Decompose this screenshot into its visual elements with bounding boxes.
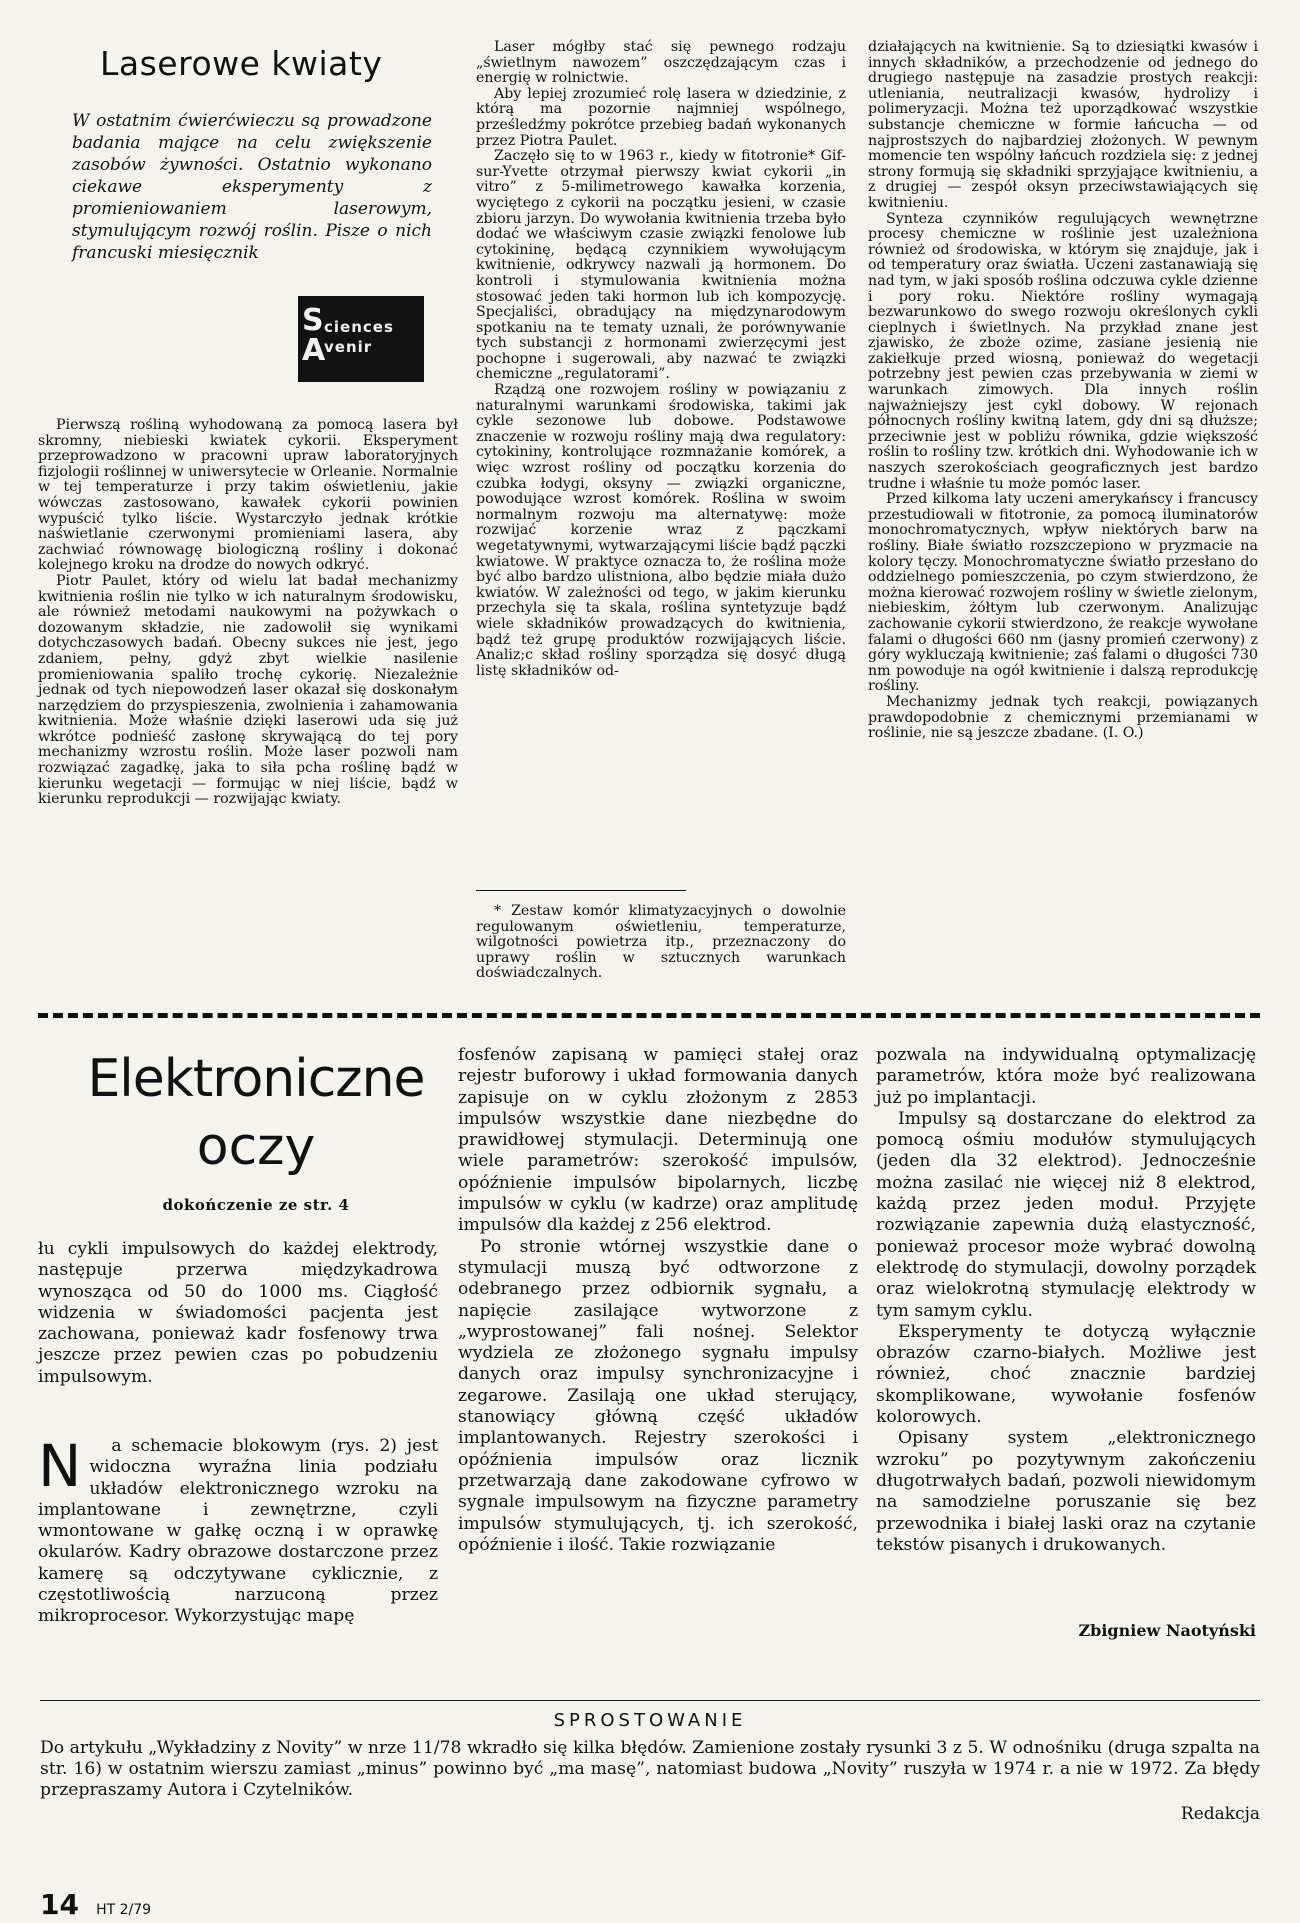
correction-title: SPROSTOWANIE [553,1710,747,1731]
sciences-avenir-logo [298,296,424,382]
article2-column-2 [458,1045,858,1556]
footnote-rule [476,890,686,891]
paragraph: łu cykli impulsowych do każdej elektrody, następuje przerwa międzykadrowa wynosząca od 50 do 1000 ms. Ciągłość widzenia w świadomości pacjenta jest zachowana, ponieważ kadr fosfenowy trwa jeszcze przez pewien czas po pobudzeniu impulsowym. [38,1239,438,1387]
article-title-line-1: Elektroniczne [87,1049,425,1109]
paragraph: Impulsy są dostarczane do elektrod za pomocą ośmiu modułów stymulujących (jeden dla 32 elektrod). Jednocześnie można zasilać nie więcej niż 8 elektrod, każdą przez jeden moduł. Przyjęte rozwiązanie zapewnia dużą elastyczność, ponieważ procesor może wybrać dowolną elektrodę do stymulacji, dowolny porządek oraz wielokrotną stymulację elektrody w tym samym cyklu. [876,1108,1256,1321]
author-signature: Zbigniew Naotyński [1078,1621,1256,1640]
paragraph: Piotr Paulet, który od wielu lat badał mechanizmy kwitnienia roślin nie tylko w ich naturalnym środowisku, ale również metodami naukowymi na pożywkach o dozowanym składzie, nie zadowolił się wynikami dotychczasowych badań. Obecny sukces nie jest, jego zdaniem, pełny, gdyż zbyt wielkie nasilenie promieniowania spaliło trochę cykorię. Niezależnie jednak od tych niepowodzeń laser okazał się doskonałym narzędziem do przyspieszenia, zwolnienia i zahamowania kwitnienia. Może właśnie dzięki laserowi uda się już wkrótce podnieść zasłonę skrywającą do tej pory mechanizmy wzrostu roślin. Może laser pozwoli nam rozwiązać zagadkę, jaka to siła pcha roślinę bądź w kierunku wegetacji — formując w niej liście, bądź w kierunku reprodukcji — rozwijając kwiaty. [38,572,458,808]
section-divider [38,1013,1260,1018]
article1-column-1 [38,418,458,808]
paragraph: pozwala na indywidualną optymalizację parametrów, która może być realizowana już po implantacji. [876,1045,1256,1108]
article1-column-3 [868,40,1258,742]
paragraph: Aby lepiej zrozumieć rolę lasera w dziedzinie, z którą ma pozornie najmniej wspólnego, prześledźmy pokrótce przebieg badań wykonanych przez Piotra Paulet. [476,85,846,149]
paragraph: Synteza czynników regulujących wewnętrzne procesy chemiczne w roślinie jest uzależniona również od środowiska, w którym się znajduje, jak i od temperatury oraz światła. Uczeni zastanawiają się nad tym, w jaki sposób roślina odczuwa cykle dzienne i pory roku. Niektóre rośliny wymagają bezwarunkowo do swego rozwoju określonych cykli cieplnych i świetlnych. Na przykład znane jest zjawisko, że zboże ozime, zasiane jesienią nie zakiełkuje przed wiosną, ponieważ do wegetacji potrzebny jest pewien czas przebywania w ziemi w warunkach zimowych. Dla innych roślin najważniejszy jest cykl dobowy. W rejonach północnych rośliny kwitną latem, gdy dni są dłuższe; przeciwnie jest w pobliżu równika, gdzie większość roślin to rośliny tzw. krótkich dni. Wyhodowanie ich w naszych szerokościach geograficznych jest bardzo trudne i właśnie tu może pomóc laser. [868,210,1258,492]
drop-cap: N [38,1432,82,1500]
article-lead: W ostatnim ćwierćwieczu są prowadzone badania mające na celu zwiększenie zasobów żywności. Ostatnio wykonano ciekawe eksperymenty z promieniowaniem laserowym, stymulującym rozwój roślin. Pisze o nich francuski miesięcznik [72,111,432,263]
paragraph: Rządzą one rozwojem rośliny w powiązaniu z naturalnymi warunkami środowiska, takimi jak cykle sezonowe lub dobowe. Podstawowe znaczenie w rozwoju rośliny mają dwa regulatory: cytokininy, kontrolujące rozmnażanie komórek, a więc wzrost rośliny od początku korzenia do czubka łodygi, oksyny — związki organiczne, powodujące wzrost komórek. Roślina w swoim normalnym rozwoju ma alternatywę: może rozwijać korzenie wraz z pączkami wegetatywnymi, wytwarzającymi liście bądź pączki kwiatowe. W praktyce oznacza to, że roślina może być albo bardzo ulistniona, albo będzie miała dużo kwiatów. W zależności od tego, w jakim kierunku przechyla się ta skala, roślina syntetyzuje bądź wiele składników prowadzących do kwitnienia, bądź też grupę produktów rozwijających liście. Analiz;c skład rośliny sporządza się dosyć długą listę składników od- [476,382,846,679]
issue-label: HT 2/79 [96,1902,152,1918]
paragraph: Opisany system „elektronicznego wzroku” po pozytywnym zakończeniu długotrwałych badań, pozwoli niewidomym na samodzielne poruszanie się bez przewodnika i białej laski oraz na czytanie tekstów pisanych i drukowanych. [876,1428,1256,1555]
logo-letter-a: A [302,333,326,368]
paragraph: Pierwszą rośliną wyhodowaną za pomocą lasera był skromny, niebieski kwiatek cykorii. Eksperyment przeprowadzono w pracowni upraw laboratoryjnych fizjologii roślinnej w uniwersytecie w Orleanie. Normalnie w tej temperaturze i przy takim oświetleniu, jakie wówczas zastosowano, kawałek cykorii powinien wypuścić tylko liście. Wystarczyło jednak krótkie naświetlanie czerwonymi promieniami lasera, aby zachwiać równowagę biologiczną rośliny i dokonać kolejnego kroku na drodze do nowych odkryć. [38,417,458,574]
paragraph: działających na kwitnienie. Są to dziesiątki kwasów i innych składników, a przechodzenie od jednego do drugiego następuje na zasadzie prostych reakcji: utleniania, neutralizacji kwasów, hydrolizy i polimeryzacji. Można też uporządkować wszystkie substancje chemiczne w formie łańcucha — od najprostszych do najbardziej złożonych. W pewnym momencie ten wspólny łańcuch rozdziela się: z jednej strony formują się składniki sprzyjające kwitnieniu, a z drugiej — zespół oksyn przeciwstawiających się kwitnieniu. [868,39,1258,211]
paragraph: a schemacie blokowym (rys. 2) jest widoczna wyraźna linia podziału układów elektronicznego wzroku na implantowane i zewnętrzne, czyli wmontowane w gałkę oczną i w oprawkę okularów. Kadry obrazowe dostarczone przez kamerę są odczytywane cyklicznie, z częstotliwością narzuconą przez mikroprocesor. Wykorzystując mapę [38,1436,438,1627]
paragraph: Eksperymenty te dotyczą wyłącznie obrazów czarno-białych. Możliwe jest również, choć znacznie bardziej skomplikowane, wywołanie fosfenów kolorowych. [876,1321,1256,1428]
logo-word-1: ciences [324,318,394,336]
paragraph: Po stronie wtórnej wszystkie dane o stymulacji muszą być odtworzone z odebranego przez odbiornik sygnału, a napięcie zasilające wytworzone z „wyprostowanej” fali nośnej. Selektor wydziela ze złożonego sygnału impulsy danych oraz impulsy synchronizacyjne i zegarowe. Zasilają one układ sterujący, stanowiący główną część układów implantowanych. Rejestry szerokości i opóźnienia impulsów oraz licznik przetwarzają dane zakodowane cyfrowo w sygnale impulsowym na fizyczne parametry impulsów stymulujących, tj. ich szerokość, opóźnienie i ilość. Takie rozwiązanie [458,1236,858,1555]
article2-column-3 [876,1045,1256,1556]
paragraph: Zaczęło się to w 1963 r., kiedy w fitotronie* Gif-sur-Yvette otrzymał pierwszy kwiat cykorii „in vitro” z 5-milimetrowego kawałka korzenia, wyciętego z cykorii na początku jesieni, w czasie zbioru jarzyn. Do wywołania kwitnienia trzeba było dodać we właściwym czasie związki fenolowe lub cytokininę, będącą czynnikiem wywołującym kwitnienie, odkrywcy nazwali ją hormonem. Do kontroli i stymulowania kwitnienia można stosować jeden taki hormon lub ich kompozycję. Specjaliści, obradujący na międzynarodowym spotkaniu na te tematy uznali, że porównywanie tych substancji z hormonami zwierzęcymi jest pochopne i sugerowali, aby nazwać te związki chemiczne „regulatorami”. [476,148,846,383]
correction-text: Do artykułu „Wykładziny z Novity” w nrze 11/78 wkradło się kilka błędów. Zamienione zostały rysunki 3 z 5. W odnośniku (druga szpalta na str. 16) w ostatnim wierszu zamiast „minus” powinno być „ma masę”, natomiast budowa „Novity” ruszyła w 1974 r. a nie w 1972. Za błędy przepraszamy Autora i Czytelników. [40,1738,1260,1800]
article1-column-2 [476,40,846,679]
article-title: Laserowe kwiaty [100,44,383,83]
article-title-line-2: oczy [196,1117,316,1177]
logo-letter-s: S [302,303,324,338]
footnote: * Zestaw komór klimatyzacyjnych o dowolnie regulowanym oświetleniu, temperaturze, wilgotności powietrza itp., przeznaczony do uprawy roślin w sztucznych warunkach doświadczalnych. [476,903,846,982]
paragraph: Przed kilkoma laty uczeni amerykańscy i francuscy przestudiowali w fitotronie, za pomocą iluminatorów monochromatycznych, wpływ niektórych barw na rośliny. Białe światło rozszczepiono w pryzmacie na kolory tęczy. Monochromatyczne światło przesłano do oddzielnego pomieszczenia, po czym stwierdzono, że można kierować rozwojem rośliny w świetle zielonym, niebieskim, żółtym lub czerwonym. Analizując zachowanie cykorii stwierdzono, że reakcje wywołane falami o długości 660 nm (jasny promień czerwony) z góry wykluczają kwitnienie; zaś falami o długości 730 nm powoduje na ogół kwitnienie i dalszą reprodukcję rośliny. [868,491,1258,695]
page-folio [40,1888,151,1921]
article2-column-1-top [38,1239,438,1388]
page-number: 14 [40,1888,79,1921]
article2-column-1 [38,1432,438,1628]
logo-word-2: venir [324,338,373,356]
correction-rule [40,1700,1260,1701]
correction-signature: Redakcja [1180,1804,1260,1824]
paragraph: Mechanizmy jednak tych reakcji, powiązanych prawdopodobnie z chemicznymi przemianami w roślinie, nie są jeszcze zbadane. (I. O.) [868,693,1258,742]
paragraph: fosfenów zapisaną w pamięci stałej oraz rejestr buforowy i układ formowania danych zapisuje on w cyklu złożonym z 2853 impulsów wszystkie dane niezbędne do prawidłowej stymulacji. Determinują one wiele parametrów: szerokość impulsów, opóźnienie impulsów bipolarnych, liczbę impulsów w cyklu (w kadrze) oraz amplitudę impulsów dla każdej z 256 elektrod. [458,1045,858,1236]
continued-note: dokończenie ze str. 4 [162,1196,350,1214]
paragraph: Laser mógłby stać się pewnego rodzaju „świetlnym nawozem” oszczędzającym czas i energię w rolnictwie. [476,39,846,87]
